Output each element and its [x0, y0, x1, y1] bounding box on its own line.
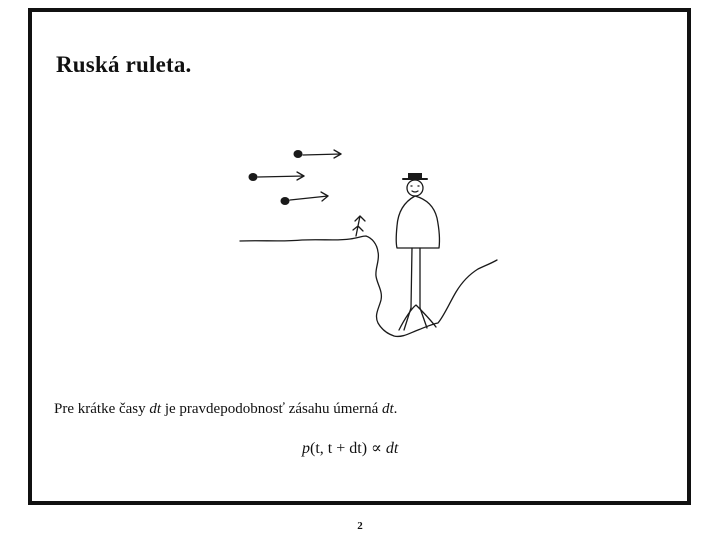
figure-legs	[411, 248, 420, 308]
figure-head	[407, 180, 423, 196]
slide-frame	[28, 8, 691, 505]
formula: p(t, t + dt) ∝ dt	[302, 440, 399, 457]
bullet-top	[294, 150, 342, 158]
figure-body	[396, 196, 439, 248]
slide-title: Ruská ruleta.	[56, 52, 192, 77]
cliff-terrain	[240, 236, 497, 336]
page-number: 2	[357, 520, 363, 532]
sketch-illustration	[32, 12, 687, 501]
body-text: Pre krátke časy dt je pravdepodobnosť zásahu úmerná dt.	[54, 401, 398, 417]
bullet-lower	[281, 192, 329, 205]
bullet-middle	[249, 172, 305, 181]
cliff-tuft	[353, 216, 365, 236]
